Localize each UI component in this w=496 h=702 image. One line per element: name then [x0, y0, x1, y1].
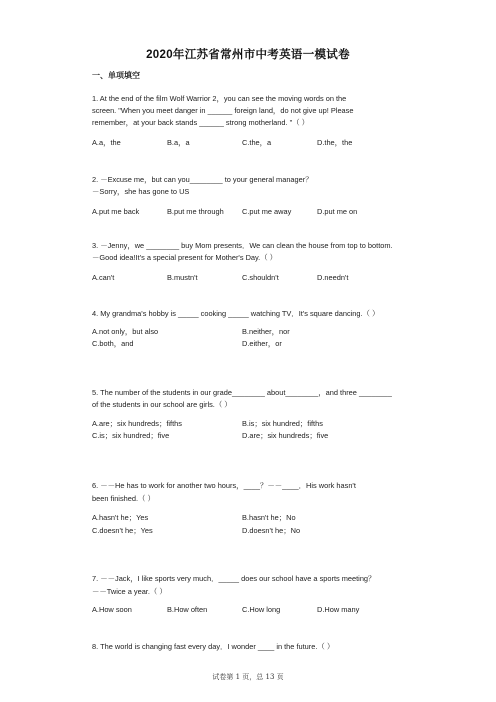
question-text-line: remember，at your back stands ______ strong motherland. "（ ）: [92, 118, 310, 127]
question-text-line: screen. "When you meet danger in ______ foreign land，do not give up! Please: [92, 106, 354, 115]
question-text-line: of the students in our school are girls.（ ）: [92, 400, 232, 409]
question-text-line: 5. The number of the students in our grade________ about________，and three ________: [92, 388, 392, 397]
question-text-line: 6. －－He has to work for another two hours，____？－－____．His work hasn't: [92, 481, 356, 490]
option-b[interactable]: B.a，a: [167, 138, 190, 147]
question-text-line: －Good idea!It's a special present for Mother's Day.（ ）: [92, 253, 278, 262]
question-text-line: 7. －－Jack，I like sports very much．_____ does our school have a sports meeting？: [92, 574, 376, 583]
page-footer: 试卷第 1 页，总 13 页: [212, 673, 284, 681]
option-d[interactable]: D.How many: [317, 605, 360, 614]
options-row: [92, 326, 422, 338]
question-text-line: －Sorry，she has gone to US: [92, 187, 190, 196]
question-text-line: －－Twice a year.（ ）: [92, 587, 167, 596]
options-row: [92, 525, 422, 537]
options-row: [92, 512, 422, 524]
option-a[interactable]: A.hasn't he；Yes: [92, 513, 149, 522]
question-text-line: 8. The world is changing fast every day．I wonder ____ in the future.（ ）: [92, 642, 335, 651]
option-a[interactable]: A.a，the: [92, 138, 121, 147]
options-row: [92, 430, 422, 442]
option-c[interactable]: C.the，a: [242, 138, 272, 147]
option-b[interactable]: B.hasn't he；No: [242, 513, 296, 522]
question-text-line: 1. At the end of the film Wolf Warrior 2，you can see the moving words on the: [92, 94, 347, 103]
option-c[interactable]: C.both，and: [92, 339, 134, 348]
option-b[interactable]: B.is；six hundred；fifths: [242, 419, 323, 428]
option-d[interactable]: D.put me on: [317, 207, 358, 216]
option-a[interactable]: A.How soon: [92, 605, 132, 614]
options-row: [92, 338, 422, 350]
question-text-line: been finished.（ ）: [92, 494, 155, 503]
question-text-line: 2. －Excuse me，but can you________ to your general manager？: [92, 175, 313, 184]
option-b[interactable]: B.How often: [167, 605, 208, 614]
option-d[interactable]: D.doesn't he；No: [242, 526, 301, 535]
option-a[interactable]: A.not only，but also: [92, 327, 159, 336]
option-d[interactable]: D.needn't: [317, 273, 349, 282]
option-c[interactable]: C.is；six hundred；five: [92, 431, 170, 440]
question-text-line: 4. My grandma's hobby is _____ cooking _____ watching TV．It's square dancing.（ ）: [92, 309, 380, 318]
option-c[interactable]: C.put me away: [242, 207, 292, 216]
option-d[interactable]: D.the，the: [317, 138, 353, 147]
document-title: 2020年江苏省常州市中考英语一模试卷: [146, 49, 350, 61]
option-c[interactable]: C.How long: [242, 605, 281, 614]
options-row: [92, 206, 422, 218]
section-heading: 一、单项填空: [92, 71, 140, 80]
options-row: [92, 418, 422, 430]
option-c[interactable]: C.shouldn't: [242, 273, 279, 282]
option-b[interactable]: B.mustn't: [167, 273, 198, 282]
option-a[interactable]: A.can't: [92, 273, 115, 282]
option-a[interactable]: A.are；six hundreds；fifths: [92, 419, 182, 428]
options-row: [92, 137, 422, 149]
option-d[interactable]: D.either，or: [242, 339, 282, 348]
option-a[interactable]: A.put me back: [92, 207, 140, 216]
options-row: [92, 272, 422, 284]
question-text-line: 3. －Jenny，we ________ buy Mom presents．We can clean the house from top to bottom.: [92, 241, 393, 250]
option-c[interactable]: C.doesn't he；Yes: [92, 526, 153, 535]
option-b[interactable]: B.put me through: [167, 207, 224, 216]
options-row: [92, 604, 422, 616]
option-d[interactable]: D.are；six hundreds；five: [242, 431, 329, 440]
option-b[interactable]: B.neither，nor: [242, 327, 290, 336]
